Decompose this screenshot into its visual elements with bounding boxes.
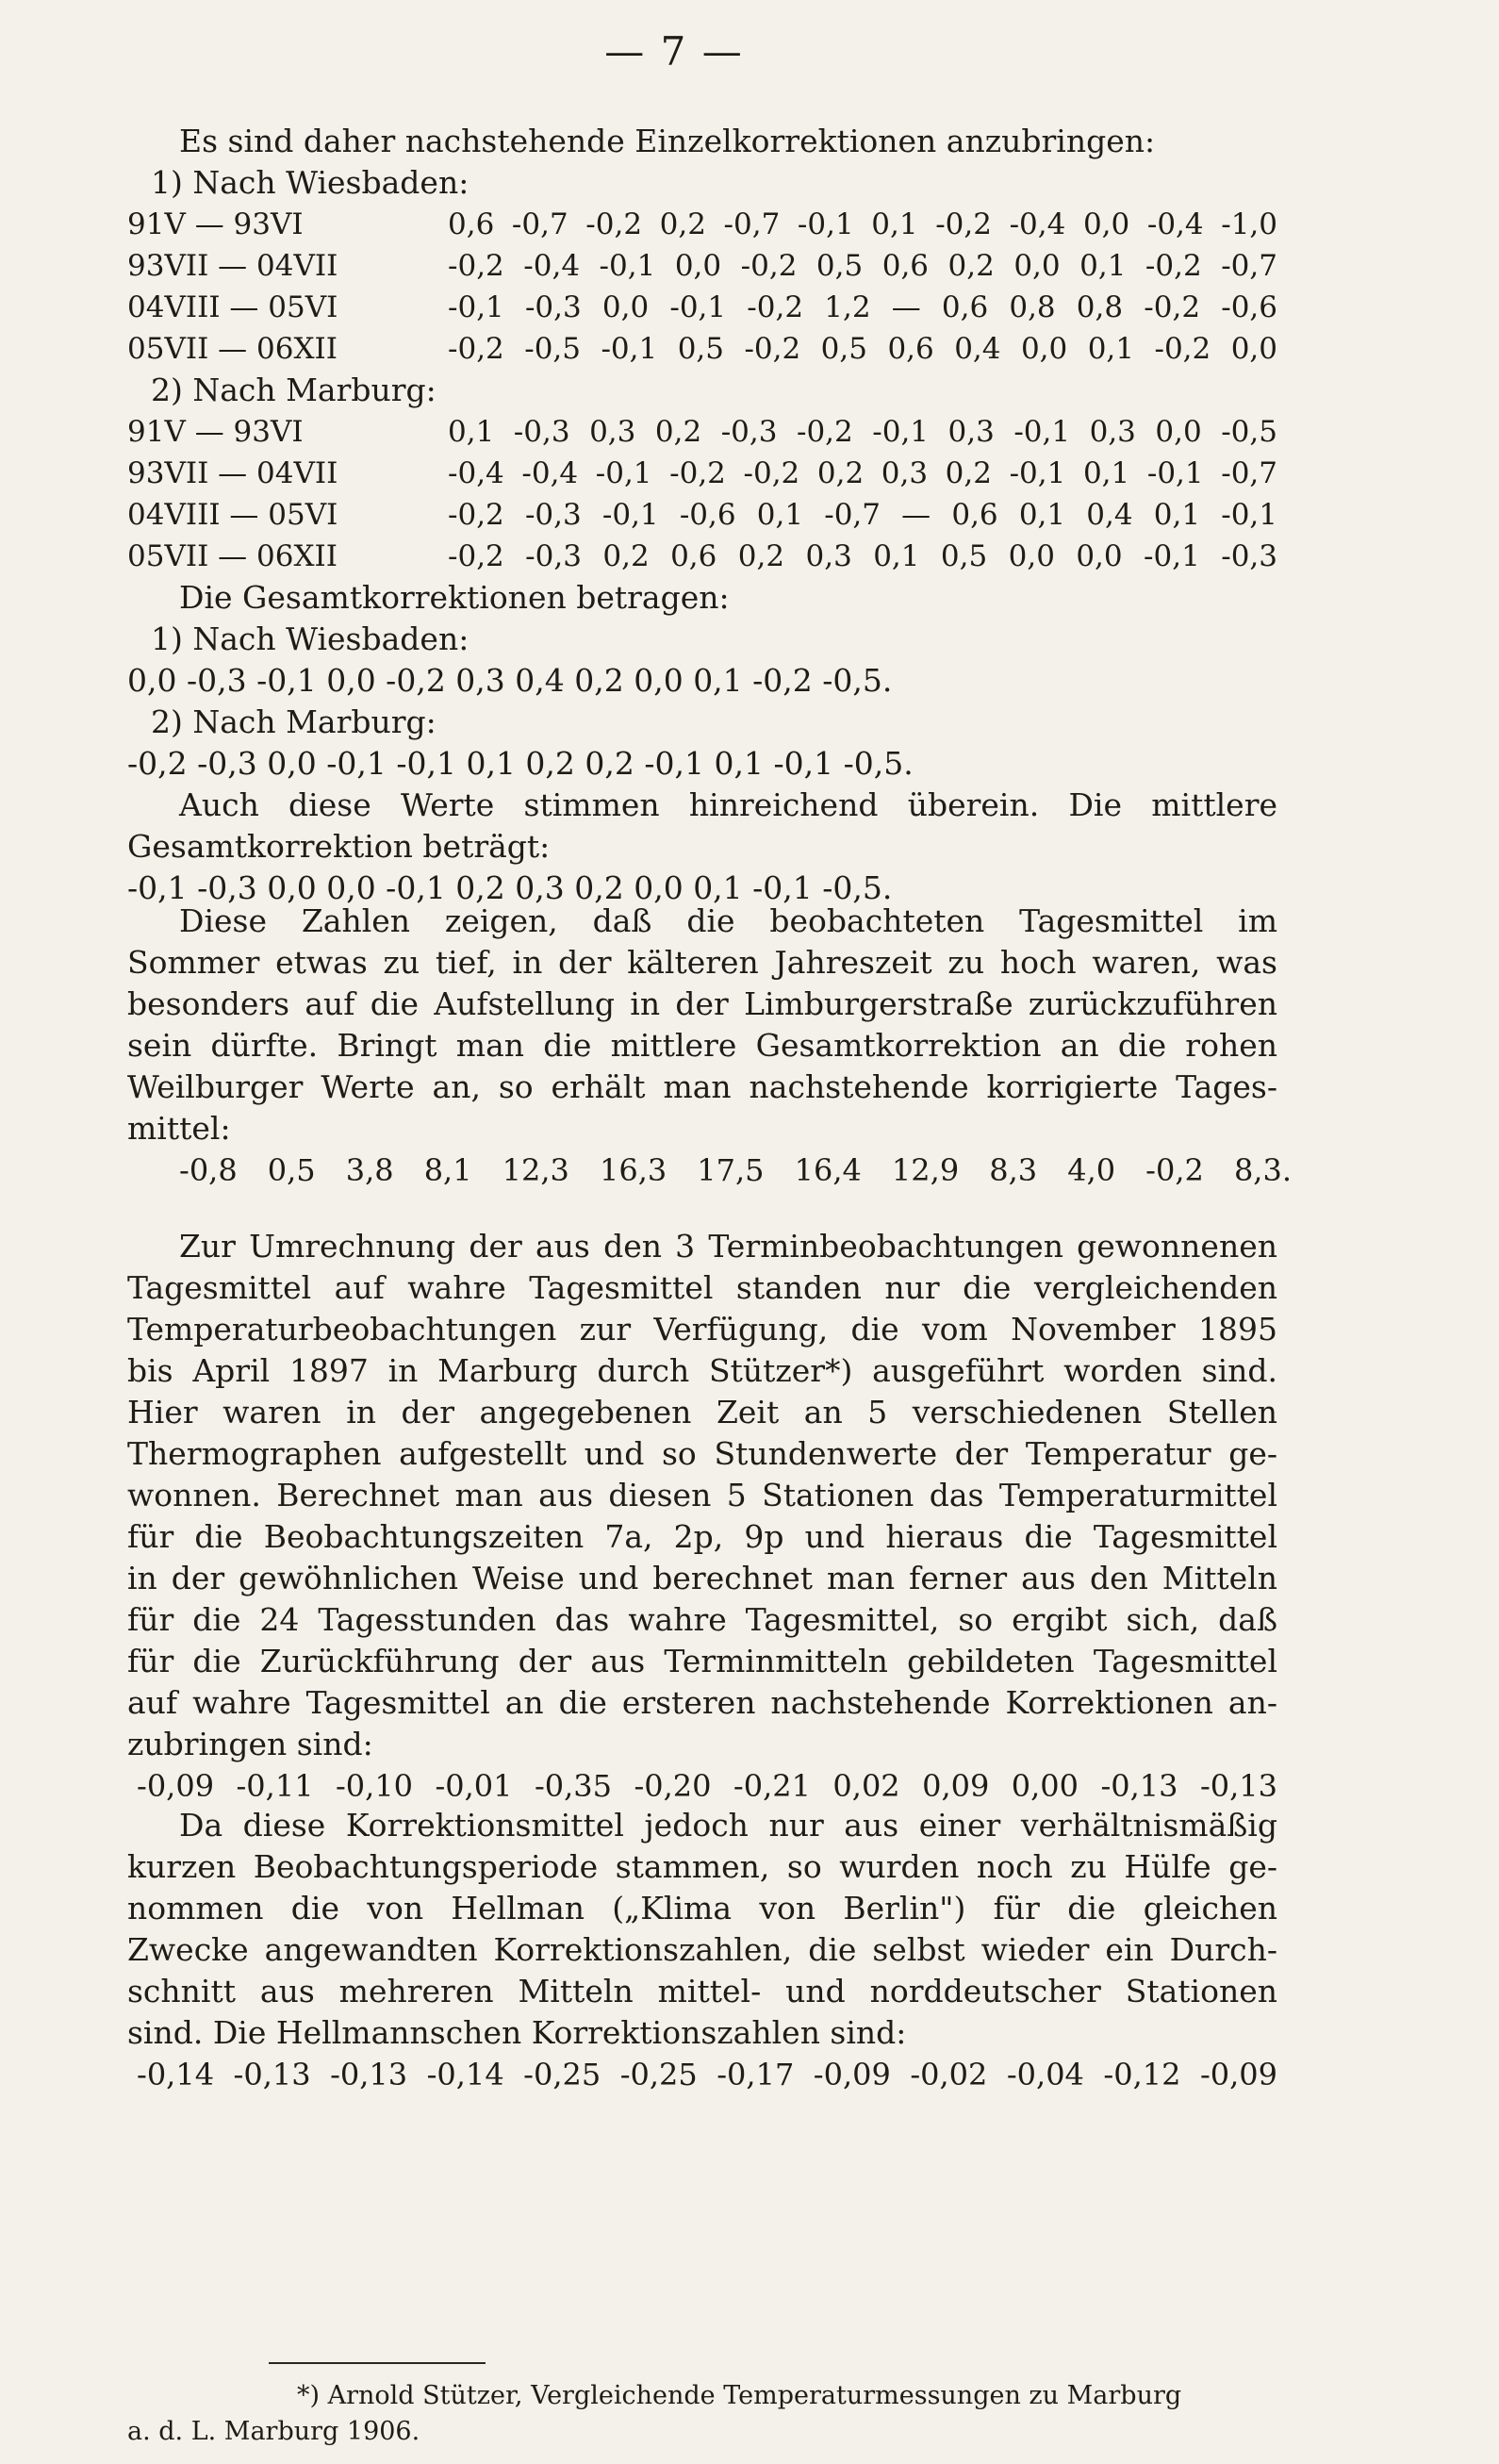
text-line: zubringen sind: <box>127 1726 373 1762</box>
text-line: nommen die von Hellman („Klima von Berlin") für die gleichen <box>127 1890 1277 1927</box>
total-heading: Die Gesamtkorrektionen betragen: <box>179 579 730 616</box>
text-line: in der gewöhnlichen Weise und berechnet man ferner aus den Mitteln <box>127 1560 1277 1596</box>
paragraph-conclusion <box>127 901 1292 1191</box>
period-label: 04VIII — 05VI <box>127 498 338 532</box>
wiesbaden-heading: 1) Nach Wiesbaden: <box>151 164 469 201</box>
hellmann-corrections: -0,14 -0,13 -0,13 -0,14 -0,25 -0,25 -0,17 -0,09 -0,02 -0,04 -0,12 -0,09 <box>137 2057 1277 2092</box>
row-values: -0,2 -0,3 -0,1 -0,6 0,1 -0,7 — 0,6 0,1 0,4 0,1 -0,1 <box>448 498 1277 532</box>
text-line: Temperaturbeobachtungen zur Verfügung, die vom November 1895 <box>127 1311 1277 1348</box>
text-line: für die Zurückführung der aus Terminmitteln gebildeten Tagesmittel <box>127 1643 1277 1679</box>
total-marburg-heading: 2) Nach Marburg: <box>151 703 437 740</box>
text-line: bis April 1897 in Marburg durch Stützer*) ausgeführt worden sind. <box>127 1352 1277 1389</box>
period-label: 91V — 93VI <box>127 207 304 241</box>
row-values: -0,1 -0,3 0,0 -0,1 -0,2 1,2 — 0,6 0,8 0,8 -0,2 -0,6 <box>448 290 1277 324</box>
text-line: für die 24 Tagesstunden das wahre Tagesmittel, so ergibt sich, daß <box>127 1601 1277 1638</box>
footnote-line: *) Arnold Stützer, Vergleichende Temperaturmessungen zu Marburg <box>297 2381 1182 2410</box>
text-line: Thermographen aufgestellt und so Stundenwerte der Temperatur ge- <box>127 1435 1277 1472</box>
table-row <box>127 287 1277 328</box>
total-wiesbaden-heading: 1) Nach Wiesbaden: <box>151 620 469 657</box>
agree-line-1: Auch diese Werte stimmen hinreichend überein. Die mittlere <box>179 786 1277 823</box>
row-values: -0,4 -0,4 -0,1 -0,2 -0,2 0,2 0,3 0,2 -0,1 0,1 -0,1 -0,7 <box>448 456 1277 490</box>
text-line: für die Beobachtungszeiten 7a, 2p, 9p und hieraus die Tagesmittel <box>127 1518 1277 1555</box>
page-number: — 7 — <box>604 28 744 74</box>
table-row <box>127 453 1277 494</box>
total-wiesbaden-values: 0,0 -0,3 -0,1 0,0 -0,2 0,3 0,4 0,2 0,0 0,1 -0,2 -0,5. <box>127 662 893 699</box>
paragraph-hellmann <box>127 1805 1277 2095</box>
period-label: 04VIII — 05VI <box>127 290 338 324</box>
text-line: Hier waren in der angegebenen Zeit an 5 verschiedenen Stellen <box>127 1394 1277 1430</box>
text-line: Zur Umrechnung der aus den 3 Terminbeobachtungen gewonnenen <box>179 1228 1277 1265</box>
table-row <box>127 328 1277 370</box>
agree-line-2: Gesamtkorrektion beträgt: <box>127 828 551 865</box>
mean-correction-values: -0,1 -0,3 0,0 0,0 -0,1 0,2 0,3 0,2 0,0 0,1 -0,1 -0,5. <box>127 869 893 906</box>
corrections-section <box>127 121 1277 909</box>
text-line: Tagesmittel auf wahre Tagesmittel standen nur die vergleichenden <box>127 1269 1277 1306</box>
wiesbaden-table <box>127 204 1277 370</box>
intro-text: Es sind daher nachstehende Einzelkorrektionen anzubringen: <box>179 123 1156 159</box>
table-row <box>127 204 1277 245</box>
table-row <box>127 245 1277 287</box>
text-line: wonnen. Berechnet man aus diesen 5 Stationen das Temperaturmittel <box>127 1477 1277 1513</box>
row-values: -0,2 -0,3 0,2 0,6 0,2 0,3 0,1 0,5 0,0 0,0 -0,1 -0,3 <box>448 539 1277 573</box>
period-label: 91V — 93VI <box>127 415 304 449</box>
table-row <box>127 411 1277 453</box>
footnote <box>127 2378 1277 2450</box>
row-values: 0,1 -0,3 0,3 0,2 -0,3 -0,2 -0,1 0,3 -0,1 0,3 0,0 -0,5 <box>448 415 1277 449</box>
period-label: 05VII — 06XII <box>127 539 338 573</box>
text-line: Da diese Korrektionsmittel jedoch nur aus einer verhältnismäßig <box>179 1807 1277 1844</box>
footnote-line: a. d. L. Marburg 1906. <box>127 2417 420 2446</box>
marburg-table <box>127 411 1277 577</box>
footnote-rule <box>269 2362 486 2364</box>
stuetzer-corrections: -0,09 -0,11 -0,10 -0,01 -0,35 -0,20 -0,21 0,02 0,09 0,00 -0,13 -0,13 <box>137 1768 1277 1804</box>
text-line: sind. Die Hellmannschen Korrektionszahlen sind: <box>127 2014 907 2051</box>
table-row <box>127 536 1277 577</box>
marburg-heading: 2) Nach Marburg: <box>151 372 437 408</box>
paragraph-conversion <box>127 1226 1277 1807</box>
text-line: auf wahre Tagesmittel an die ersteren nachstehende Korrektionen an- <box>127 1684 1277 1721</box>
period-label: 05VII — 06XII <box>127 332 338 366</box>
text-line: besonders auf die Aufstellung in der Limburgerstraße zurückzuführen <box>127 985 1277 1022</box>
text-line: kurzen Beobachtungsperiode stammen, so wurden noch zu Hülfe ge- <box>127 1848 1277 1885</box>
text-line: sein dürfte. Bringt man die mittlere Gesamtkorrektion an die rohen <box>127 1027 1277 1064</box>
row-values: -0,2 -0,4 -0,1 0,0 -0,2 0,5 0,6 0,2 0,0 0,1 -0,2 -0,7 <box>448 249 1277 283</box>
text-line: Sommer etwas zu tief, in der kälteren Jahreszeit zu hoch waren, was <box>127 944 1277 981</box>
row-values: 0,6 -0,7 -0,2 0,2 -0,7 -0,1 0,1 -0,2 -0,4 0,0 -0,4 -1,0 <box>448 207 1277 241</box>
period-label: 93VII — 04VII <box>127 456 338 490</box>
text-line: Diese Zahlen zeigen, daß die beobachteten Tagesmittel im <box>179 902 1277 939</box>
text-line: schnitt aus mehreren Mitteln mittel- und norddeutscher Stationen <box>127 1973 1277 2009</box>
text-line: Zwecke angewandten Korrektionszahlen, die selbst wieder ein Durch- <box>127 1931 1277 1968</box>
text-line: Weilburger Werte an, so erhält man nachstehende korrigierte Tages- <box>127 1068 1277 1105</box>
period-label: 93VII — 04VII <box>127 249 338 283</box>
text-line: mittel: <box>127 1110 231 1147</box>
row-values: -0,2 -0,5 -0,1 0,5 -0,2 0,5 0,6 0,4 0,0 0,1 -0,2 0,0 <box>448 332 1277 366</box>
corrected-daily-means: -0,8 0,5 3,8 8,1 12,3 16,3 17,5 16,4 12,9 8,3 4,0 -0,2 8,3. <box>179 1152 1292 1188</box>
total-marburg-values: -0,2 -0,3 0,0 -0,1 -0,1 0,1 0,2 0,2 -0,1 0,1 -0,1 -0,5. <box>127 745 914 782</box>
table-row <box>127 494 1277 536</box>
